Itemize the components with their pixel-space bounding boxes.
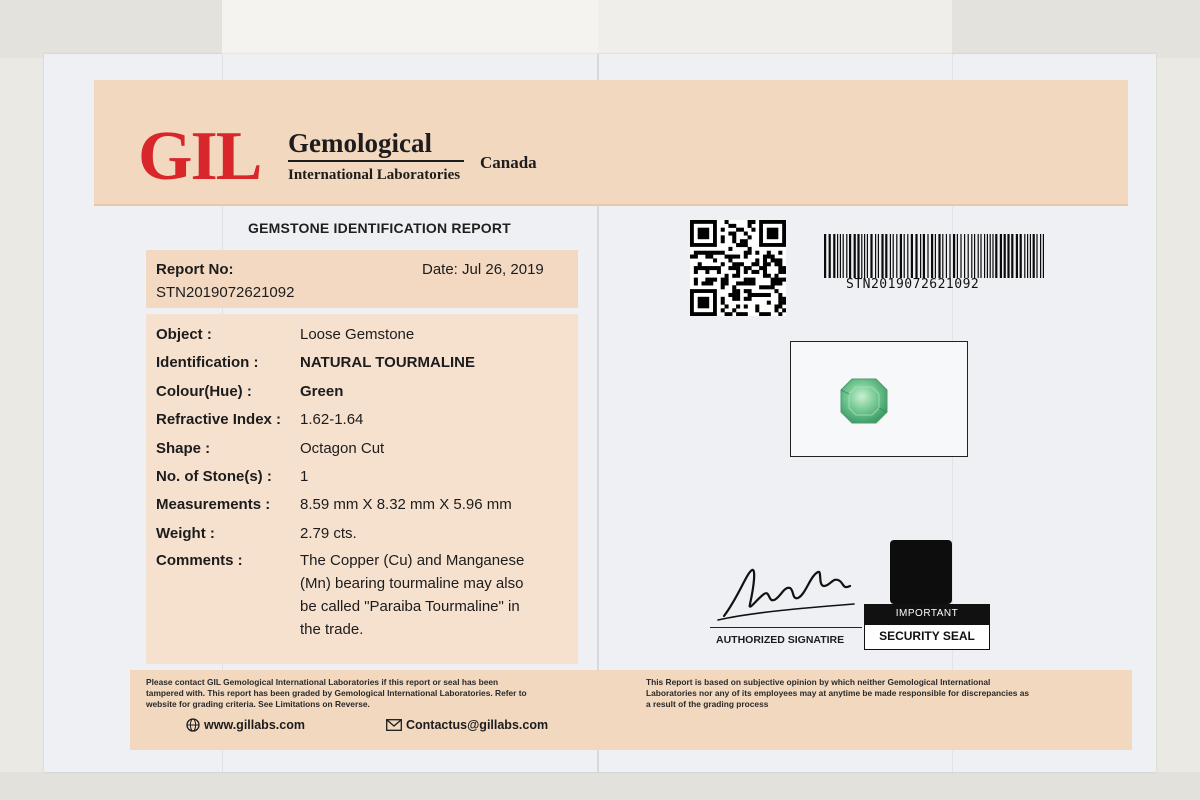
detail-label: Colour(Hue) : [156, 383, 252, 400]
website-text: www.gillabs.com [204, 718, 305, 732]
scan-background-bottom [0, 772, 1200, 800]
signature-label: AUTHORIZED SIGNATIRE [716, 634, 845, 646]
logo-subtitle: International Laboratories [288, 167, 461, 183]
comments-line: the trade. [300, 621, 364, 638]
detail-value: Octagon Cut [300, 440, 385, 457]
comments-line: The Copper (Cu) and Manganese [300, 552, 525, 569]
website-link[interactable] [186, 716, 305, 734]
barcode-number: STN2019072621092 [846, 277, 980, 292]
footer-note-line: tampered with. This report has been graded by Gemological International Laboratories. Refer to [146, 688, 527, 698]
security-seal-label: SECURITY SEAL [864, 624, 990, 650]
detail-value: 8.59 mm X 8.32 mm X 5.96 mm [300, 496, 512, 513]
footer-note-line: website for grading criteria. See Limitations on Reverse. [146, 699, 370, 709]
detail-value: 1 [300, 468, 309, 485]
detail-label: Object : [156, 326, 212, 343]
detail-value: Green [300, 383, 344, 400]
signature-line [710, 627, 862, 628]
report-title: GEMSTONE IDENTIFICATION REPORT [248, 220, 511, 236]
detail-label: Shape : [156, 440, 211, 457]
footer-note-line: Please contact GIL Gemological International Laboratories if this report or seal has been [146, 677, 499, 687]
envelope-icon [386, 719, 402, 731]
disclaimer-line: a result of the grading process [646, 699, 769, 709]
email-link[interactable] [386, 716, 548, 734]
handwritten-signature [714, 556, 864, 626]
detail-label: Identification : [156, 354, 259, 371]
detail-label: Refractive Index : [156, 411, 282, 428]
detail-value: Loose Gemstone [300, 326, 415, 343]
detail-label: Weight : [156, 525, 215, 542]
detail-value: 2.79 cts. [300, 525, 357, 542]
gemstone-image [840, 378, 888, 424]
detail-value: NATURAL TOURMALINE [300, 354, 475, 371]
detail-label: Measurements : [156, 496, 271, 513]
comments-line: (Mn) bearing tourmaline may also [300, 575, 524, 592]
disclaimer-line: Laboratories nor any of its employees may at anytime be made responsible for discrepancies as [646, 688, 1030, 698]
report-date: Date: Jul 26, 2019 [422, 261, 544, 278]
logo-country: Canada [480, 153, 537, 172]
gil-logo-mark: GIL [138, 118, 261, 195]
report-number: STN2019072621092 [156, 284, 295, 301]
email-text: Contactus@gillabs.com [406, 718, 549, 732]
detail-label: No. of Stone(s) : [156, 468, 272, 485]
logo-rule [288, 160, 464, 162]
qr-code-icon [690, 220, 786, 316]
barcode-icon [822, 234, 1046, 278]
detail-value: 1.62-1.64 [300, 411, 364, 428]
logo-name: Gemological [288, 128, 432, 158]
comments-label: Comments : [156, 552, 243, 569]
security-seal-sticker [890, 540, 952, 604]
seal-important-label: IMPORTANT [864, 604, 990, 624]
disclaimer-line: This Report is based on subjective opinion by which neither Gemological International [646, 677, 991, 687]
report-no-label: Report No: [156, 261, 234, 278]
comments-line: be called "Paraiba Tourmaline" in [300, 598, 520, 615]
globe-icon [186, 718, 200, 732]
